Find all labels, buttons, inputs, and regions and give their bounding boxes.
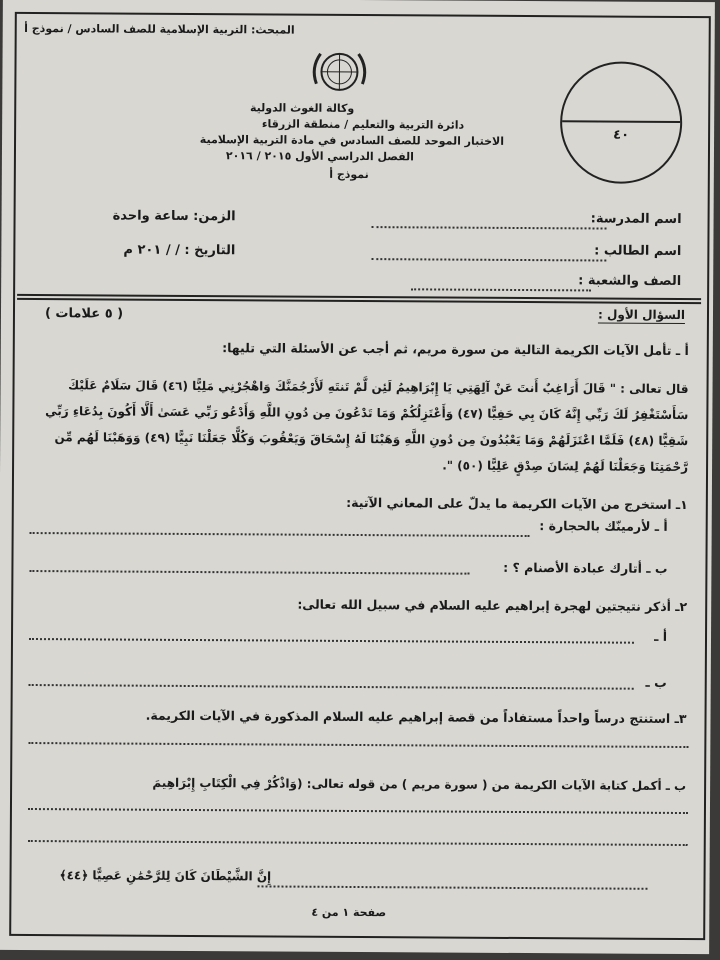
score-divider bbox=[562, 120, 680, 123]
page-number: صفحة ١ من ٤ bbox=[311, 905, 387, 920]
subject-line: المبحث: التربية الإسلامية للصف السادس / نموذج أ bbox=[24, 21, 295, 37]
q2-prompt: ٢ـ أذكر نتيجتين لهجرة إبراهيم عليه السلام في سبيل الله تعالى: bbox=[297, 596, 688, 615]
exam-model: نموذج أ bbox=[329, 167, 369, 182]
date-label: التاريخ : / / ٢٠١ م bbox=[123, 242, 236, 259]
part-b-prompt: ب ـ أكمل كتابة الآيات الكريمة من ( سورة مريم ) من قوله تعالى: (وَاذْكُرْ فِي الْكِتَابِ إِبْرَاهِيمَ bbox=[152, 775, 687, 794]
score-circle bbox=[560, 61, 683, 184]
agency-name: وكالة الغوث الدولية bbox=[249, 101, 355, 115]
part-b-verse-end: إِنَّ الشَّيْطَانَ كَانَ لِلرَّحْمَٰنِ عَصِيًّا ﴿٤٤﴾ bbox=[59, 868, 272, 884]
q1-prompt: ١ـ استخرج من الآيات الكريمة ما يدلّ على المعاني الآتية: bbox=[346, 494, 688, 513]
q3-prompt: ٣ـ استنتج درساً واحداً مستفاداً من قصة إبراهيم عليه السلام المذكورة في الآيات الكريمة. bbox=[145, 707, 687, 727]
school-label: اسم المدرسة: bbox=[590, 211, 682, 227]
q2b-prompt: ب ـ bbox=[645, 674, 667, 690]
question1-marks: ( ٥ علامات ) bbox=[44, 306, 124, 322]
q1a-prompt: أ ـ لأرمينّك بالحجارة : bbox=[539, 518, 668, 534]
class-label: الصف والشعبة : bbox=[578, 273, 682, 289]
department-name: دائرة التربية والتعليم / منطقة الزرقاء bbox=[261, 117, 465, 132]
time-label: الزمن: ساعة واحدة bbox=[112, 208, 236, 225]
exam-term: الفصل الدراسي الأول ٢٠١٥ / ٢٠١٦ bbox=[225, 149, 414, 164]
q2a-prompt: أ ـ bbox=[654, 628, 668, 644]
question1-title: السؤال الأول : bbox=[597, 307, 686, 323]
score-total: ٤٠ bbox=[613, 127, 630, 143]
un-emblem-icon bbox=[308, 46, 370, 102]
student-label: اسم الطالب : bbox=[594, 243, 682, 259]
q1b-prompt: ب ـ أتارك عبادة الأصنام ؟ : bbox=[503, 559, 668, 576]
verses-text: قال تعالى : " قَالَ أَرَاغِبٌ أَنتَ عَنْ آلِهَتِي يَا إِبْرَاهِيمُ لَئِن لَّمْ تَنتَهِ لَأَرْجُمَنَّكَ وَاهْجُرْنِي مَلِيًّا (٤٦) قَالَ سَلَامٌ عَلَيْكَ سَأَسْتَغْفِرُ لَكَ رَبِّي إِنَّهُ كَانَ بِي حَفِيًّا (٤٧) وَأَعْتَزِلُكُمْ وَمَا تَدْعُونَ مِن دُونِ اللَّهِ وَأَدْعُو رَبِّي عَسَىٰ أَلَّا أَكُونَ بِدُعَاءِ رَبِّي شَقِيًّا (٤٨) فَلَمَّا اعْتَزَلَهُمْ وَمَا يَعْبُدُونَ مِن دُونِ اللَّهِ وَهَبْنَا لَهُ إِسْحَاقَ وَيَعْقُوبَ وَكُلًّا جَعَلْنَا نَبِيًّا (٤٩) وَوَهَبْنَا لَهُم مِّن رَّحْمَتِنَا وَجَعَلْنَا لَهُمْ لِسَانَ صِدْقٍ عَلِيًّا (٥٠) ". bbox=[45, 378, 689, 475]
part-a-intro: أ ـ تأمل الآيات الكريمة التالية من سورة مريم، ثم أجب عن الأسئلة التي تليها: bbox=[222, 340, 689, 359]
exam-title: الاختبار الموحد للصف السادس في مادة التربية الإسلامية bbox=[199, 133, 505, 148]
